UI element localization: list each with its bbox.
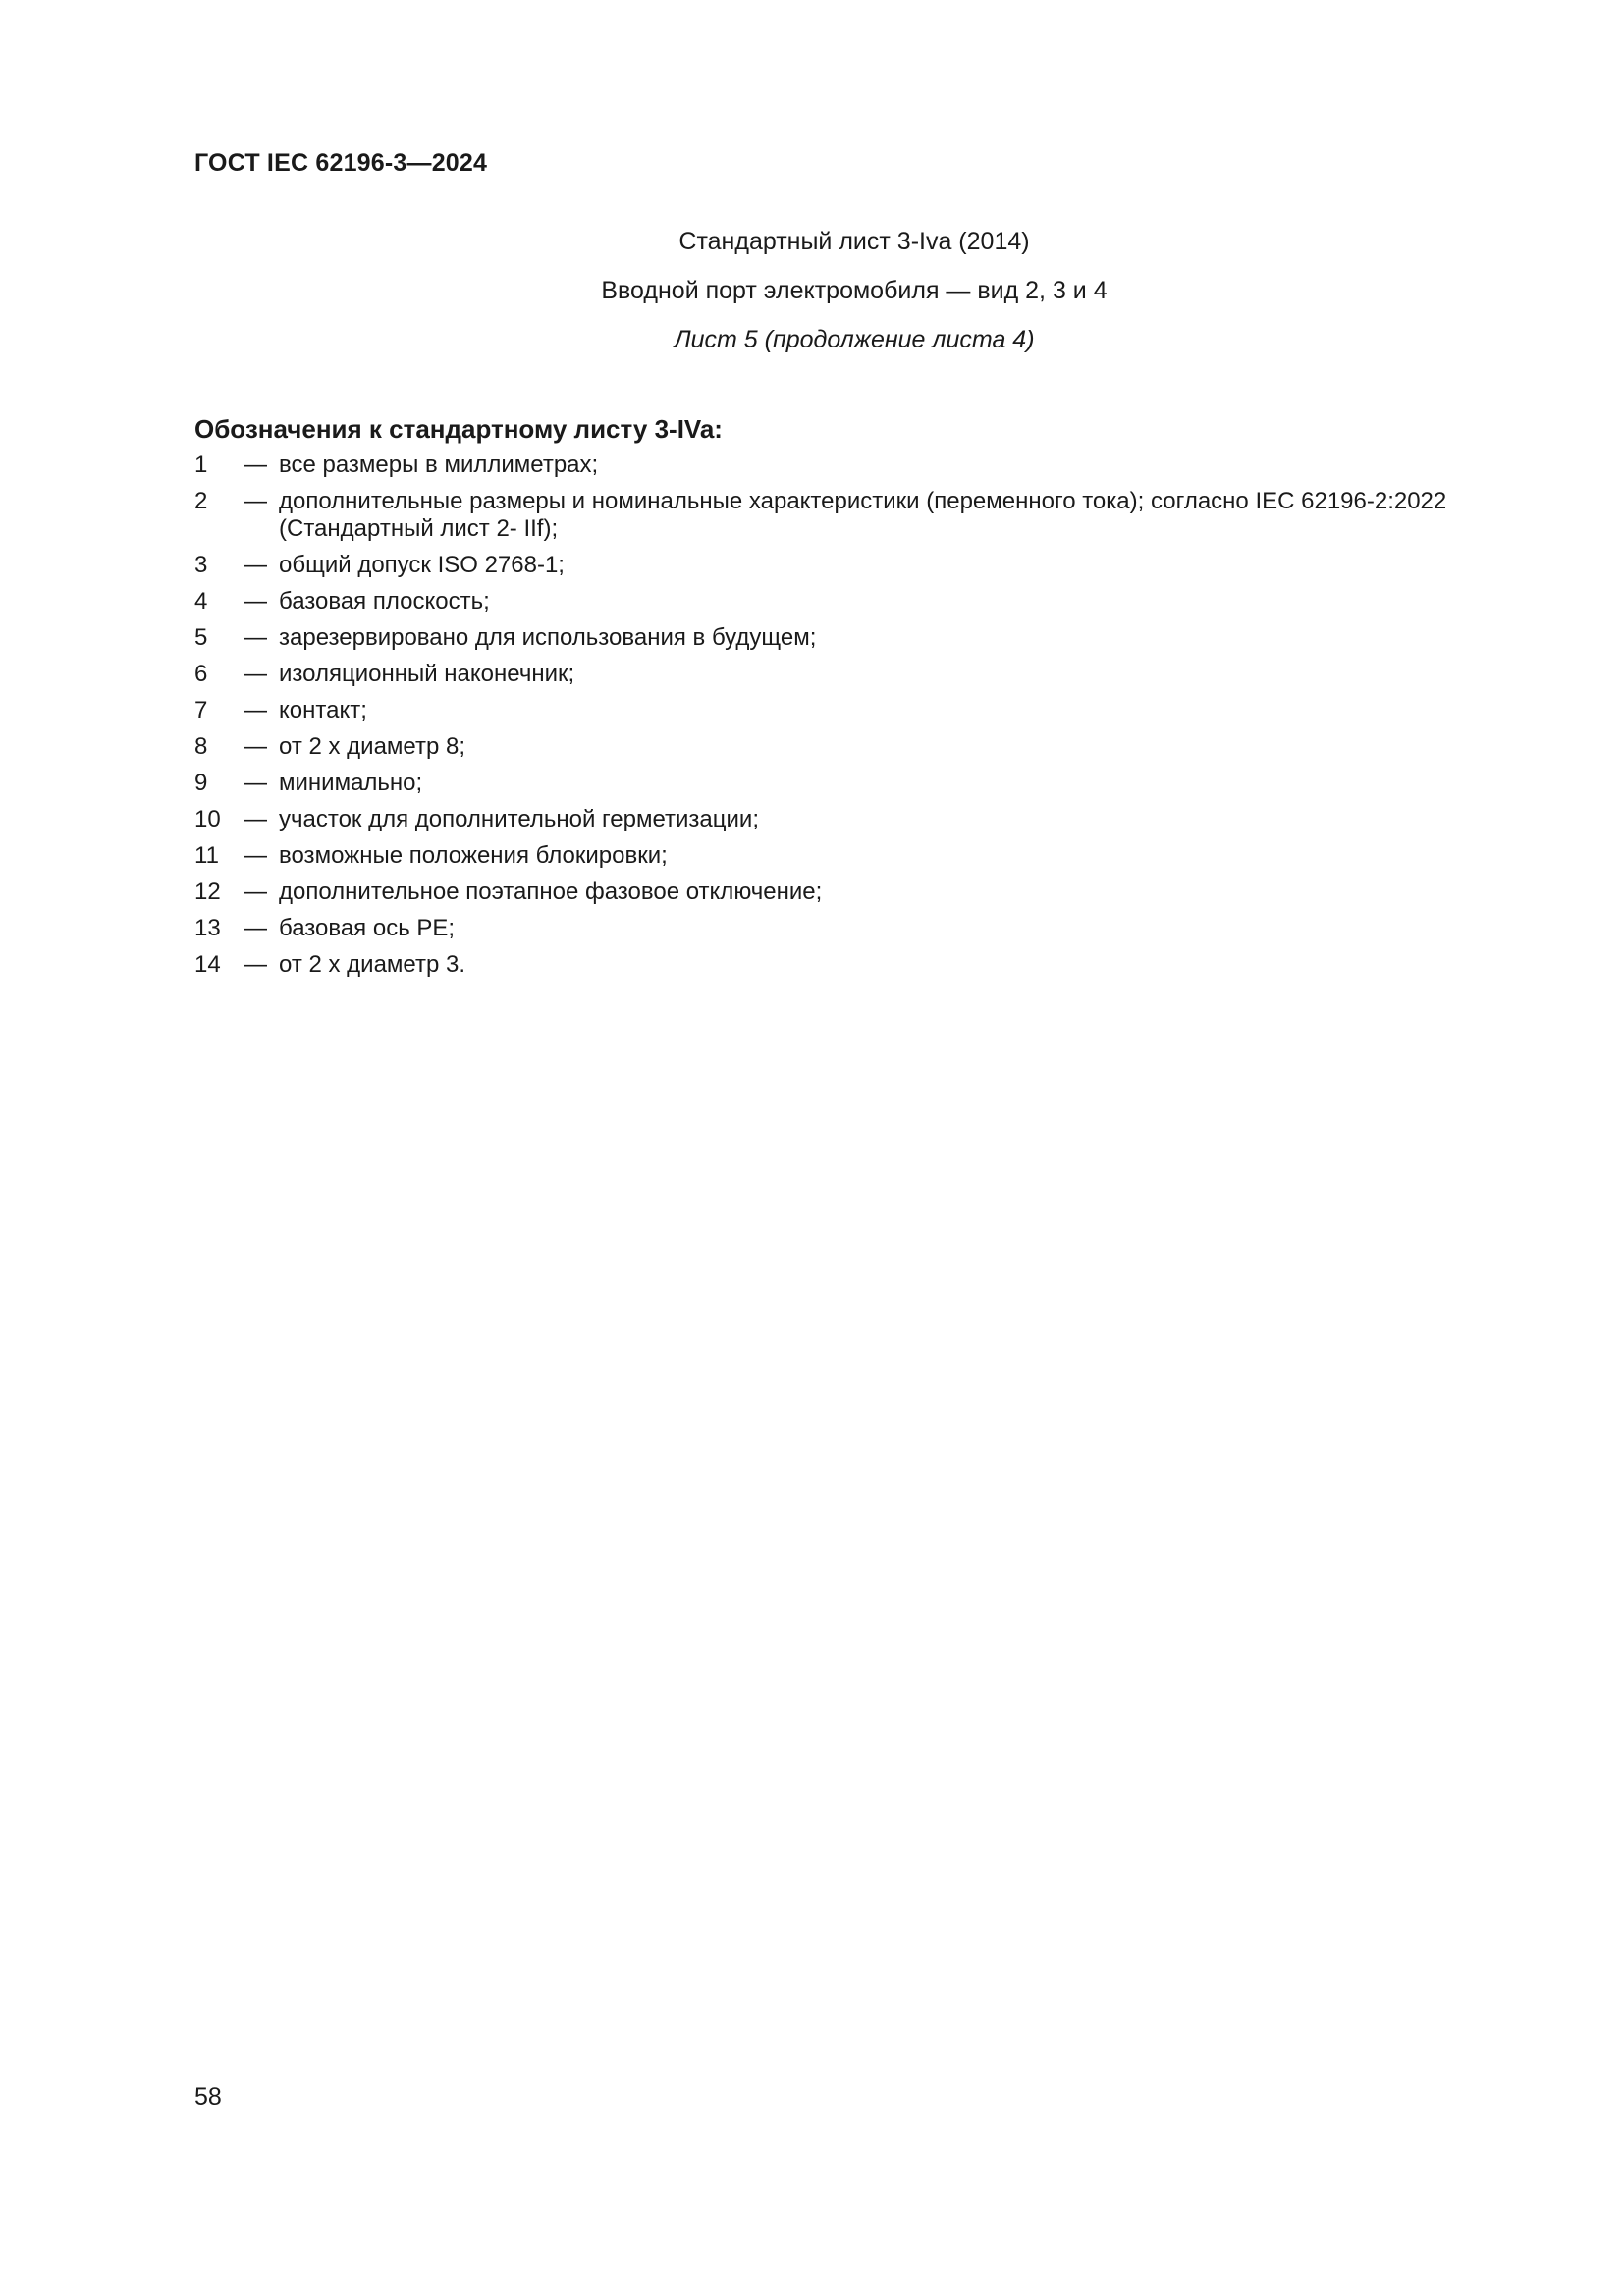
legend-list bbox=[194, 452, 1510, 988]
sheet-part-label: Лист 5 (продолжение листа 4) bbox=[674, 326, 1035, 353]
legend-item-text: возможные положения блокировки; bbox=[279, 842, 668, 869]
legend-item-dash: — bbox=[244, 915, 267, 941]
legend-item bbox=[194, 697, 1510, 724]
legend-item-dash: — bbox=[244, 624, 267, 651]
legend-item-dash: — bbox=[244, 452, 267, 478]
legend-item-number: 7 bbox=[194, 697, 208, 723]
legend-item-text: базовая плоскость; bbox=[279, 588, 490, 614]
legend-item-number: 2 bbox=[194, 488, 208, 514]
legend-item bbox=[194, 488, 1510, 543]
legend-item-number: 10 bbox=[194, 806, 221, 832]
legend-item bbox=[194, 806, 1510, 833]
page-number: 58 bbox=[194, 2083, 222, 2110]
legend-item-text: от 2 х диаметр 3. bbox=[279, 951, 465, 978]
legend-item bbox=[194, 661, 1510, 688]
legend-item bbox=[194, 770, 1510, 797]
legend-item-number: 4 bbox=[194, 588, 208, 614]
legend-item-text: общий допуск ISO 2768-1; bbox=[279, 552, 565, 578]
legend-item bbox=[194, 915, 1510, 942]
legend-item-text: участок для дополнительной герметизации; bbox=[279, 806, 759, 832]
legend-item-number: 8 bbox=[194, 733, 208, 760]
legend-item-number: 6 bbox=[194, 661, 208, 687]
legend-item-text: изоляционный наконечник; bbox=[279, 661, 575, 687]
legend-item-dash: — bbox=[244, 770, 267, 796]
legend-item-dash: — bbox=[244, 697, 267, 723]
legend-item-text: дополнительное поэтапное фазовое отключение; bbox=[279, 879, 823, 905]
legend-item-text: зарезервировано для использования в будущем; bbox=[279, 624, 817, 651]
legend-item-number: 14 bbox=[194, 951, 221, 978]
legend-item bbox=[194, 879, 1510, 906]
legend-item-dash: — bbox=[244, 806, 267, 832]
legend-item-number: 3 bbox=[194, 552, 208, 578]
legend-item-number: 5 bbox=[194, 624, 208, 651]
legend-item bbox=[194, 951, 1510, 979]
legend-item-dash: — bbox=[244, 488, 267, 514]
sheet-title: Стандартный лист 3-Iva (2014) bbox=[678, 228, 1030, 255]
legend-item bbox=[194, 624, 1510, 652]
legend-item-text: минимально; bbox=[279, 770, 423, 796]
legend-item-dash: — bbox=[244, 588, 267, 614]
legend-item-text: контакт; bbox=[279, 697, 367, 723]
legend-item-dash: — bbox=[244, 733, 267, 760]
legend-item-number: 12 bbox=[194, 879, 221, 905]
legend-item-dash: — bbox=[244, 552, 267, 578]
legend-heading: Обозначения к стандартному листу 3-IVa: bbox=[194, 414, 723, 444]
legend-item bbox=[194, 552, 1510, 579]
legend-item-text: дополнительные размеры и номинальные характеристики (переменного тока); согласно IEC 62196-2:2022 (Стандартный лист 2- IIf); bbox=[279, 488, 1447, 542]
sheet-subtitle: Вводной порт электромобиля — вид 2, 3 и 4 bbox=[601, 277, 1108, 304]
legend-item bbox=[194, 842, 1510, 870]
legend-item-text: от 2 х диаметр 8; bbox=[279, 733, 465, 760]
document-code-header: ГОСТ IEC 62196-3—2024 bbox=[194, 149, 488, 177]
legend-item-dash: — bbox=[244, 951, 267, 978]
legend-item-dash: — bbox=[244, 661, 267, 687]
legend-item-dash: — bbox=[244, 842, 267, 869]
legend-item-number: 13 bbox=[194, 915, 221, 941]
legend-item-number: 9 bbox=[194, 770, 208, 796]
legend-item-dash: — bbox=[244, 879, 267, 905]
legend-item bbox=[194, 733, 1510, 761]
legend-item-text: базовая ось PE; bbox=[279, 915, 456, 941]
legend-item-text: все размеры в миллиметрах; bbox=[279, 452, 599, 478]
legend-item bbox=[194, 452, 1510, 479]
legend-item-number: 11 bbox=[194, 842, 219, 869]
legend-item-number: 1 bbox=[194, 452, 208, 478]
legend-item bbox=[194, 588, 1510, 615]
